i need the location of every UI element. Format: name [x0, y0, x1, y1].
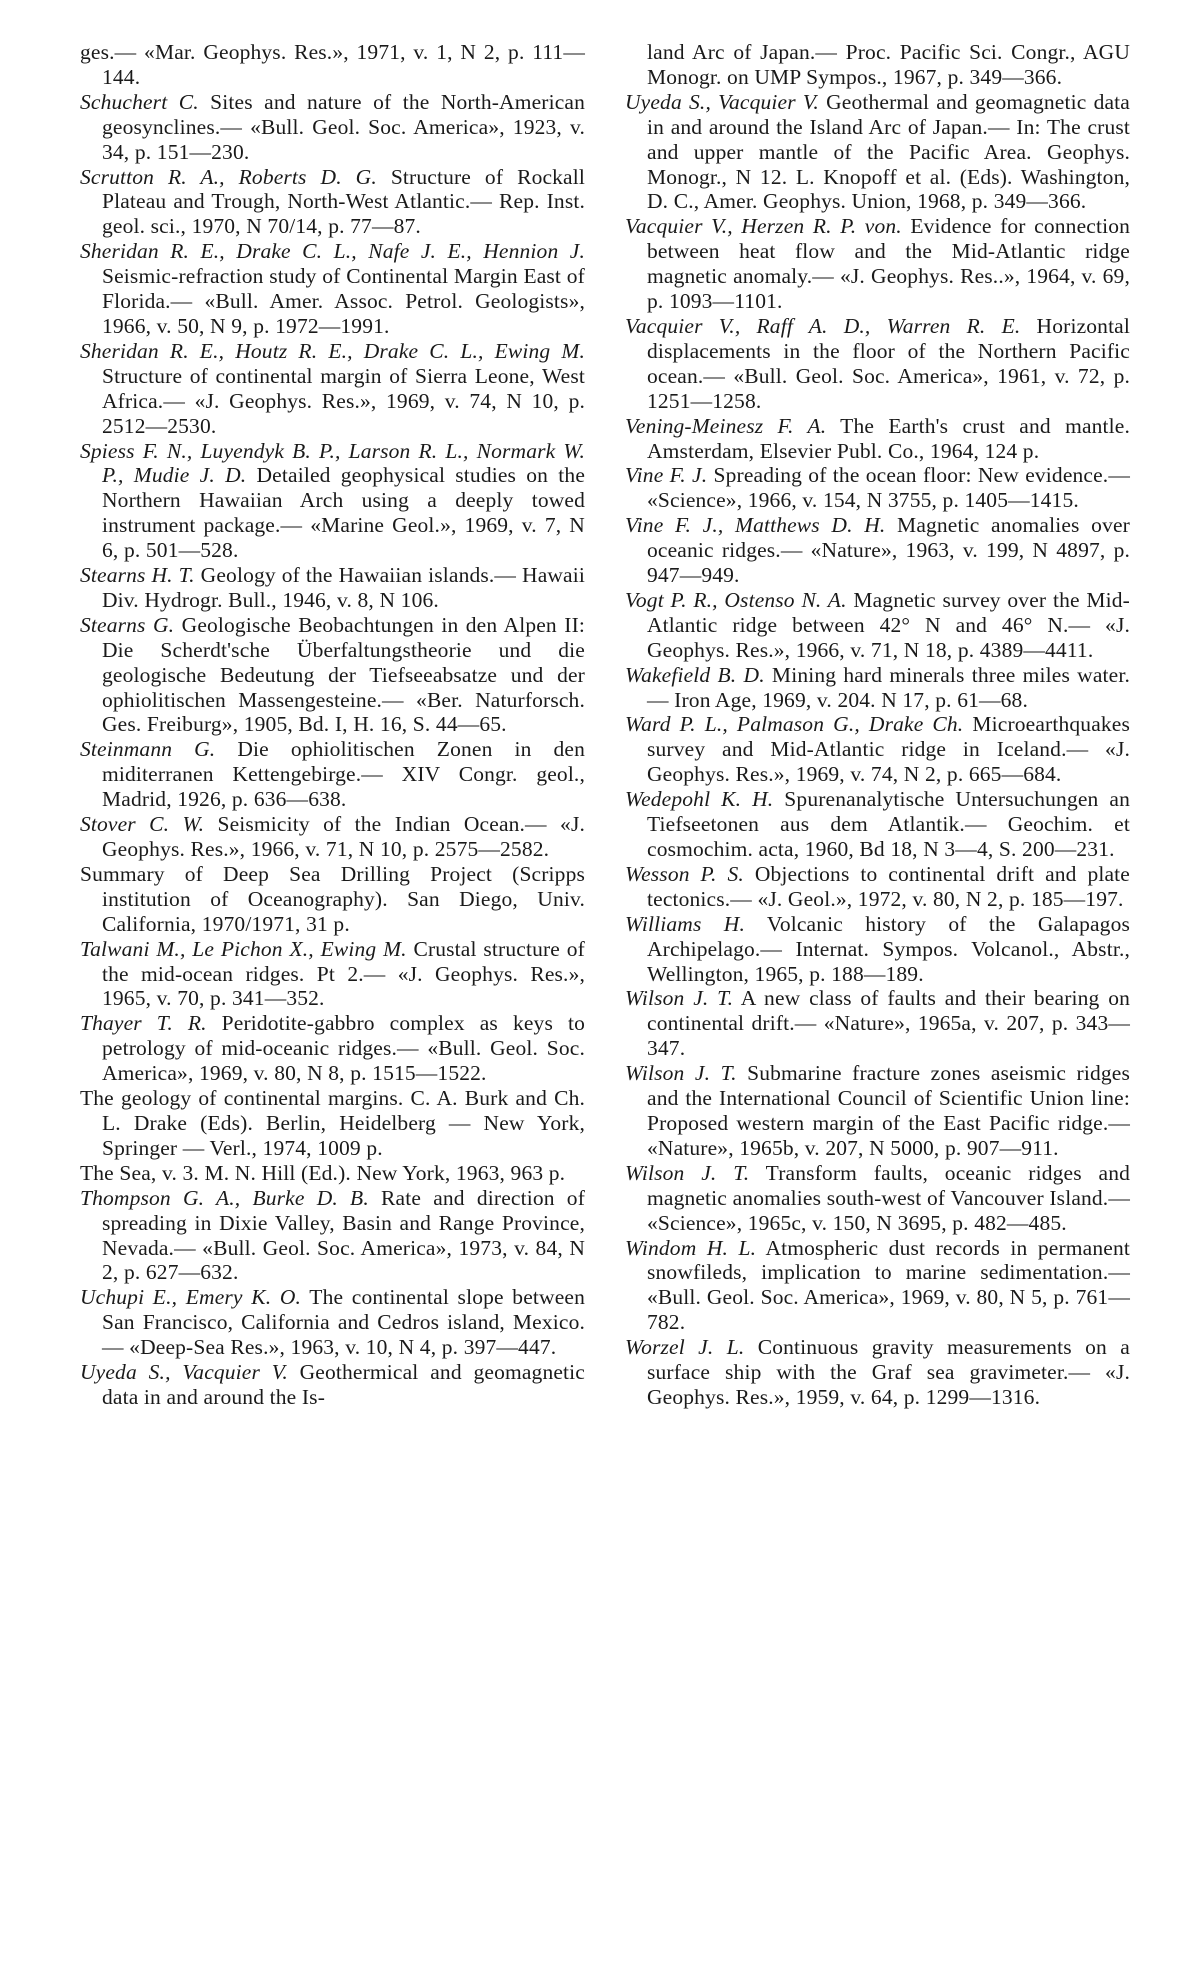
reference-authors: Steinmann G. [80, 737, 216, 762]
reference-entry [80, 165, 585, 240]
reference-authors: Wilson J. T. [625, 1160, 750, 1185]
reference-entry [80, 737, 585, 812]
reference-text: Structure of continental margin of Sierra Leone, West Africa.— «J. Geophys. Res.», 1969, v. 74, N 10, p. 2512—2530. [102, 363, 585, 438]
reference-entry [80, 1011, 585, 1086]
reference-entry [625, 1061, 1130, 1161]
reference-text: Summary of Deep Sea Drilling Project (Scripps institution of Oceanography). San Diego, Univ. California, 1970/1971, 31 p. [80, 861, 585, 936]
reference-entry [625, 986, 1130, 1061]
reference-authors: Talwani M., Le Pichon X., Ewing M. [80, 936, 407, 961]
reference-authors: Uchupi E., Emery K. O. [80, 1285, 302, 1310]
reference-authors: Wilson J. T. [625, 986, 734, 1011]
reference-text: Geothermal and geomagnetic data in and around the Island Arc of Japan.— In: The crust and upper mantle of the Pacific Area. Geophys. Monogr., N 12. L. Knopoff et al. (Eds). Washington, D. C., Amer. Geophys. Union, 1968, p. 349—366. [647, 89, 1130, 214]
reference-entry [625, 463, 1130, 513]
reference-authors: Windom H. L. [625, 1235, 757, 1260]
reference-entry [625, 1161, 1130, 1236]
reference-text: The geology of continental margins. C. A. Burk and Ch. L. Drake (Eds). Berlin, Heidelberg — New York, Springer — Verl., 1974, 1009 p. [80, 1086, 585, 1160]
reference-authors: Wedepohl K. H. [625, 787, 774, 812]
reference-text: Volcanic history of the Galapagos Archipelago.— Internat. Sympos. Volcanol., Abstr., Wellington, 1965, p. 188—189. [647, 911, 1131, 986]
reference-entry [80, 339, 585, 439]
reference-text: Geothermical and geomagnetic data in and around the Is- [102, 1360, 585, 1409]
reference-entry [625, 787, 1130, 862]
reference-authors: Spiess F. N., Luyendyk B. P., Larson R. L., Normark W. P., Mudie J. D. [80, 438, 585, 488]
reference-entry [80, 862, 585, 937]
reference-authors: Williams H. [625, 911, 745, 936]
reference-text: Sites and nature of the North-American geosynclines.— «Bull. Geol. Soc. America», 1923, v. 34, p. 151—230. [102, 89, 585, 164]
reference-authors: Worzel J. L. [625, 1335, 745, 1360]
reference-text: The continental slope between San Francisco, California and Cedros island, Mexico.— «Deep-Sea Res.», 1963, v. 10, N 4, p. 397—447. [102, 1285, 585, 1360]
reference-text: Spurenanalytische Untersuchungen an Tiefseetonen aus dem Atlantik.— Geochim. et cosmochim. acta, 1960, Bd 18, N 3—4, S. 200—231. [647, 787, 1130, 861]
reference-text: Mining hard minerals three miles water. — Iron Age, 1969, v. 204. N 17, p. 61—68. [647, 662, 1130, 712]
reference-authors: Thompson G. A., Burke D. B. [80, 1185, 369, 1210]
reference-text: Peridotite-gabbro complex as keys to petrology of mid-oceanic ridges.— «Bull. Geol. Soc. America», 1969, v. 80, N 8, p. 1515—1522. [102, 1011, 585, 1086]
reference-text: Transform faults, oceanic ridges and magnetic anomalies south-west of Vancouver Island.— «Science», 1965c, v. 150, N 3695, p. 482—485. [647, 1160, 1130, 1235]
reference-text: Rate and direction of spreading in Dixie Valley, Basin and Range Province, Nevada.— «Bull. Geol. Soc. America», 1973, v. 84, N 2, p. 627—632. [102, 1185, 585, 1285]
reference-text: Geologische Beobachtungen in den Alpen II: Die Scherdt'sche Überfaltungstheorie und die geologische Bedeutung der Tiefseeabsatze und der ophiolitischen Massengesteine.— «Ber. Naturforsch. Ges. Freiburg», 1905, Bd. I, H. 16, S. 44—65. [102, 612, 585, 737]
reference-entry [625, 414, 1130, 464]
reference-entry [80, 1161, 585, 1186]
reference-text: Horizontal displacements in the floor of the Northern Pacific ocean.— «Bull. Geol. Soc. America», 1961, v. 72, p. 1251—1258. [647, 313, 1131, 413]
reference-text: Spreading of the ocean floor: New evidence.— «Science», 1966, v. 154, N 3755, p. 1405—1415. [647, 463, 1130, 513]
reference-entry [80, 1186, 585, 1286]
reference-text: Magnetic anomalies over oceanic ridges.— «Nature», 1963, v. 199, N 4897, p. 947—949. [647, 513, 1130, 588]
reference-authors: Stearns H. T. [80, 563, 195, 588]
reference-text: Die ophiolitischen Zonen in den miditerranen Kettengebirge.— XIV Congr. geol., Madrid, 1926, p. 636—638. [102, 737, 586, 812]
right-column [625, 40, 1130, 1410]
reference-authors: Wakefield B. D. [625, 662, 765, 687]
reference-authors: Vacquier V., Raff A. D., Warren R. E. [625, 313, 1021, 338]
reference-entry [80, 937, 585, 1012]
reference-text: A new class of faults and their bearing on continental drift.— «Nature», 1965a, v. 207, p. 343—347. [647, 986, 1130, 1061]
reference-authors: Vine F. J. [625, 463, 708, 488]
reference-authors: Stover C. W. [80, 812, 205, 837]
reference-text: The Sea, v. 3. M. N. Hill (Ed.). New York, 1963, 963 p. [80, 1160, 566, 1185]
reference-authors: Vacquier V., Herzen R. P. von. [625, 214, 902, 239]
reference-text: land Arc of Japan.— Proc. Pacific Sci. Congr., AGU Monogr. on UMP Sympos., 1967, p. 349—366. [647, 40, 1130, 89]
reference-authors: Ward P. L., Palmason G., Drake Ch. [625, 712, 964, 737]
reference-authors: Sheridan R. E., Houtz R. E., Drake C. L., Ewing M. [80, 338, 585, 363]
reference-authors: Wilson J. T. [625, 1061, 737, 1086]
reference-entry [80, 90, 585, 165]
left-column [80, 40, 585, 1410]
reference-authors: Schuchert C. [80, 89, 199, 114]
reference-text: Geology of the Hawaiian islands.— Hawaii Div. Hydrogr. Bull., 1946, v. 8, N 106. [102, 563, 586, 612]
reference-authors: Vening-Meinesz F. A. [625, 413, 827, 438]
reference-text: The Earth's crust and mantle. Amsterdam, Elsevier Publ. Co., 1964, 124 p. [647, 413, 1130, 463]
reference-text: Evidence for connection between heat flow and the Mid-Atlantic ridge magnetic anomaly.— «J. Geophys. Res..», 1964, v. 69, p. 1093—1101. [647, 214, 1130, 314]
reference-entry [625, 663, 1130, 713]
reference-entry [625, 90, 1130, 215]
reference-entry [625, 40, 1130, 90]
reference-entry [625, 314, 1130, 414]
reference-entry [80, 812, 585, 862]
reference-entry [80, 239, 585, 339]
reference-entry [625, 214, 1130, 314]
reference-text: Seismic-refraction study of Continental Margin East of Florida.— «Bull. Amer. Assoc. Petrol. Geologists», 1966, v. 50, N 9, p. 1972—1991. [102, 264, 585, 338]
reference-entry [80, 439, 585, 564]
reference-entry [625, 712, 1130, 787]
reference-entry [80, 1086, 585, 1161]
reference-text: Crustal structure of the mid-ocean ridges. Pt 2.— «J. Geophys. Res.», 1965, v. 70, p. 341—352. [102, 936, 585, 1011]
reference-authors: Vine F. J., Matthews D. H. [625, 513, 886, 538]
reference-authors: Wesson P. S. [625, 861, 744, 886]
reference-entry [80, 1285, 585, 1360]
reference-authors: Scrutton R. A., Roberts D. G. [80, 164, 377, 189]
reference-entry [625, 588, 1130, 663]
reference-authors: Vogt P. R., Ostenso N. A. [625, 587, 847, 612]
reference-text: Structure of Rockall Plateau and Trough, North-West Atlantic.— Rep. Inst. geol. sci., 1970, N 70/14, p. 77—87. [102, 164, 585, 239]
reference-text: Seismicity of the Indian Ocean.— «J. Geophys. Res.», 1966, v. 71, N 10, p. 2575—2582. [102, 812, 585, 861]
reference-text: Atmospheric dust records in permanent snowfileds, implication to marine sedimentation.— «Bull. Geol. Soc. America», 1969, v. 80, N 5, p. 761—782. [647, 1235, 1130, 1335]
reference-entry [625, 513, 1130, 588]
reference-text: Microearthquakes survey and Mid-Atlantic ridge in Iceland.— «J. Geophys. Res.», 1969, v. 74, N 2, p. 665—684. [647, 712, 1130, 787]
reference-entry [80, 613, 585, 738]
reference-authors: Stearns G. [80, 612, 175, 637]
reference-authors: Uyeda S., Vacquier V. [80, 1360, 288, 1385]
reference-entry [80, 1360, 585, 1410]
reference-text: Continuous gravity measurements on a surface ship with the Graf sea gravimeter.— «J. Geophys. Res.», 1959, v. 64, p. 1299—1316. [647, 1335, 1130, 1409]
reference-text: Detailed geophysical studies on the Northern Hawaiian Arch using a deeply towed instrument package.— «Marine Geol.», 1969, v. 7, N 6, p. 501—528. [102, 463, 586, 563]
reference-entry [80, 40, 585, 90]
reference-text: Objections to continental drift and plate tectonics.— «J. Geol.», 1972, v. 80, N 2, p. 185—197. [647, 861, 1130, 911]
reference-authors: Thayer T. R. [80, 1011, 207, 1036]
reference-authors: Sheridan R. E., Drake C. L., Nafe J. E., Hennion J. [80, 239, 585, 264]
reference-text: ges.— «Mar. Geophys. Res.», 1971, v. 1, N 2, p. 111—144. [80, 40, 585, 89]
reference-authors: Uyeda S., Vacquier V. [625, 89, 819, 114]
reference-text: Magnetic survey over the Mid-Atlantic ridge between 42° N and 46° N.— «J. Geophys. Res.», 1966, v. 71, N 18, p. 4389—4411. [647, 587, 1130, 662]
reference-entry [80, 563, 585, 613]
reference-entry [625, 862, 1130, 912]
reference-entry [625, 912, 1130, 987]
reference-text: Submarine fracture zones aseismic ridges and the International Council of Scientific Union line: Proposed western margin of the East Pacific ridge.— «Nature», 1965b, v. 207, N 5000, p. 907—911. [647, 1061, 1130, 1160]
reference-entry [625, 1335, 1130, 1410]
reference-entry [625, 1236, 1130, 1336]
